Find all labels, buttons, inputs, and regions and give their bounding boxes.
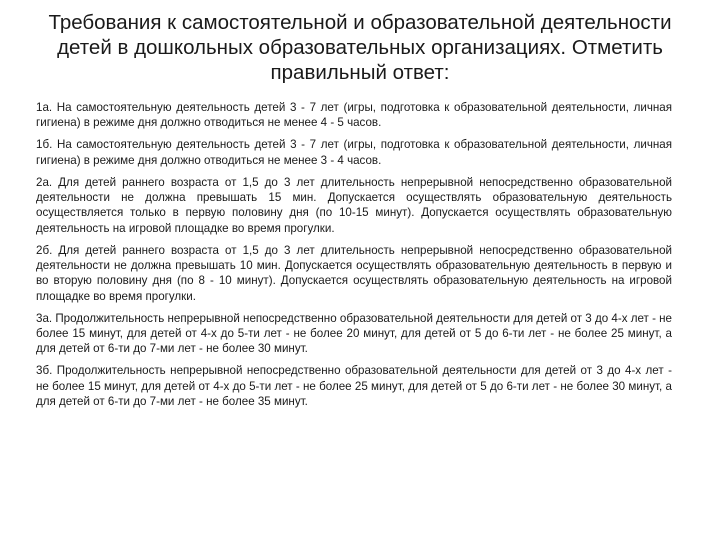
answer-options-list bbox=[36, 100, 672, 409]
answer-option-1b: 1б. На самостоятельную деятельность детей 3 - 7 лет (игры, подготовка к образовательной деятельности, личная гигиена) в режиме дня должно отводиться не менее 3 - 4 часов. bbox=[36, 138, 672, 167]
answer-option-2a: 2а. Для детей раннего возраста от 1,5 до 3 лет длительность непрерывной непосредственно образовательной деятельности не должна превышать 15 мин. Допускается осуществлять образовательную деятельность осуществляется только в первую половину дня (по 10-15 минут). Допускается осуществлять образовательную деятельность на игровой площадке во время прогулки. bbox=[36, 175, 672, 235]
slide-title: Требования к самостоятельной и образовательной деятельности детей в дошкольных образовательных организациях. Отметить правильный ответ: bbox=[48, 11, 672, 84]
answer-option-1a: 1а. На самостоятельную деятельность детей 3 - 7 лет (игры, подготовка к образовательной деятельности, личная гигиена) в режиме дня должно отводиться не менее 4 - 5 часов. bbox=[36, 101, 672, 130]
answer-option-2b: 2б. Для детей раннего возраста от 1,5 до 3 лет длительность непрерывной непосредственно образовательной деятельности не должна превышать 10 мин. Допускается осуществлять образовательную деятельность в первую и во вторую половину дня (по 8 - 10 минут). Допускается осуществлять образовательную деятельность на игровой площадке во время прогулки. bbox=[36, 243, 672, 303]
answer-option-3a: 3а. Продолжительность непрерывной непосредственно образовательной деятельности для детей от 3 до 4-х лет - не более 15 минут, для детей от 4-х до 5-ти лет - не более 20 минут, для детей от 5 до 6-ти лет - не более 25 минут, а для детей от 6-ти до 7-ми лет - не более 30 минут. bbox=[36, 311, 673, 356]
answer-option-3b: 3б. Продолжительность непрерывной непосредственно образовательной деятельности для детей от 3 до 4-х лет - не более 15 минут, для детей от 4-х до 5-ти лет - не более 25 минут, для детей от 5 до 6-ти лет - не более 30 минут, а для детей от 6-ти до 7-ми лет - не более 35 минут. bbox=[36, 364, 672, 409]
